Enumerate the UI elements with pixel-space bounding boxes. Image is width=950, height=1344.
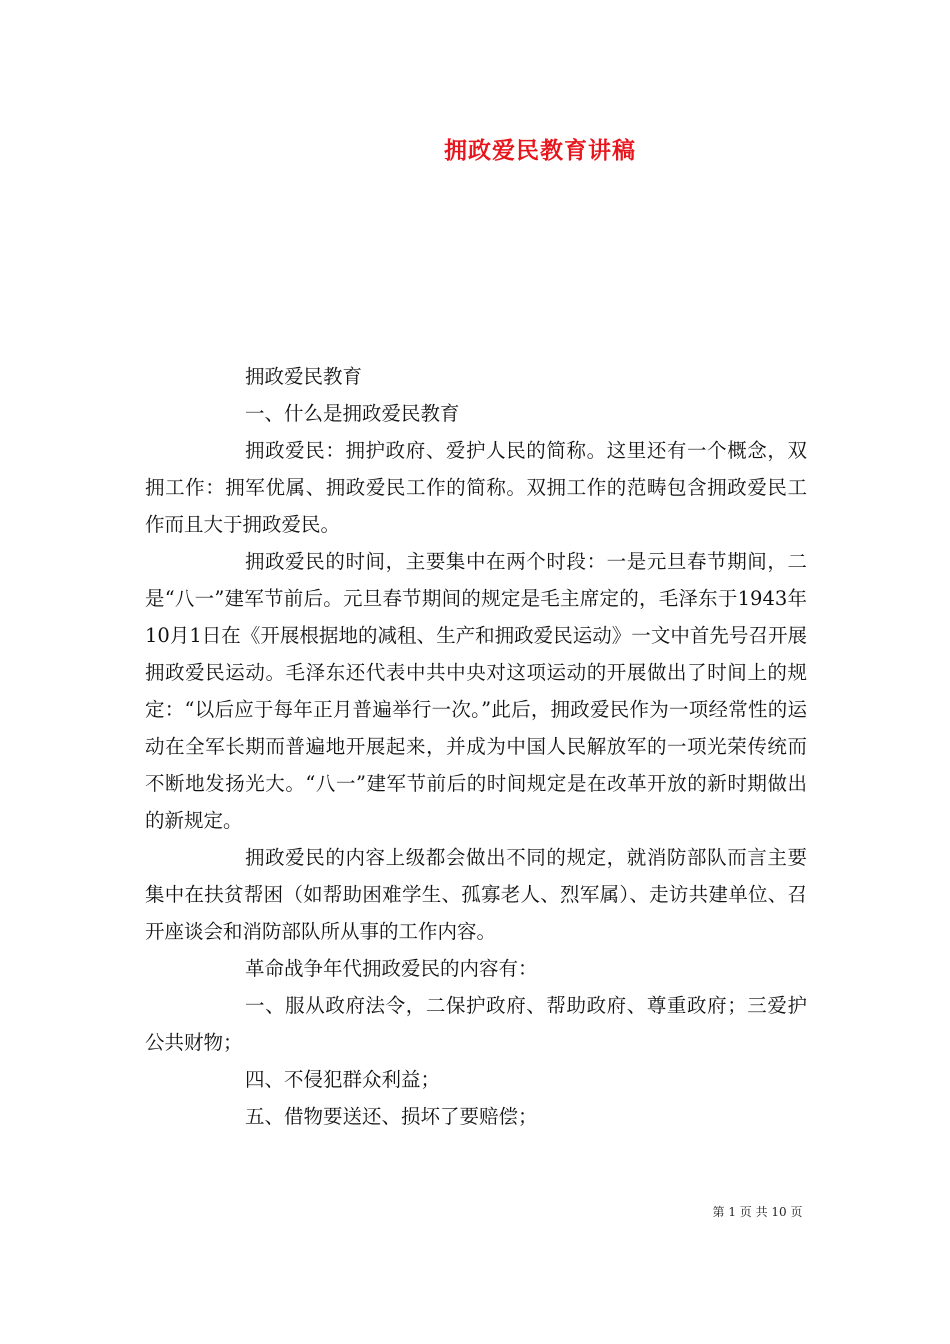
paragraph-section-one: 一、什么是拥政爱民教育 (245, 402, 460, 425)
page-number-footer: 第 1 页 共 10 页 (712, 1205, 803, 1219)
paragraph-timing: 拥政爱民的时间，主要集中在两个时段：一是元旦春节期间，二是“八一”建军节前后。元旦春节期间的规定是毛主席定的，毛泽东于1943年10月1日在《开展根据地的减租、生产和拥政爱民运动》一文中首先号召开展拥政爱民运动。毛泽东还代表中共中央对这项运动的开展做出了时间上的规定：“以后应于每年正月普遍举行一次。”此后，拥政爱民作为一项经常性的运动在全军长期而普遍地开展起来，并成为中国人民解放军的一项光荣传统而不断地发扬光大。“八一”建军节前后的时间规定是在改革开放的新时期做出的新规定。 (145, 550, 807, 832)
paragraph-heading: 拥政爱民教育 (245, 365, 363, 388)
paragraph-item-1-3: 一、服从政府法令，二保护政府、帮助政府、尊重政府；三爱护公共财物； (145, 994, 807, 1054)
paragraph-item-4: 四、不侵犯群众利益； (245, 1068, 441, 1091)
paragraph-wartime-intro: 革命战争年代拥政爱民的内容有： (245, 957, 538, 980)
paragraph-item-5: 五、借物要送还、损坏了要赔偿； (245, 1105, 538, 1128)
document-title: 拥政爱民教育讲稿 (444, 137, 636, 164)
paragraph-content: 拥政爱民的内容上级都会做出不同的规定，就消防部队而言主要集中在扶贫帮困（如帮助困难学生、孤寡老人、烈军属）、走访共建单位、召开座谈会和消防部队所从事的工作内容。 (145, 846, 807, 943)
document-body (145, 358, 807, 1135)
paragraph-definition: 拥政爱民：拥护政府、爱护人民的简称。这里还有一个概念，双拥工作：拥军优属、拥政爱民工作的简称。双拥工作的范畴包含拥政爱民工作而且大于拥政爱民。 (145, 439, 807, 536)
